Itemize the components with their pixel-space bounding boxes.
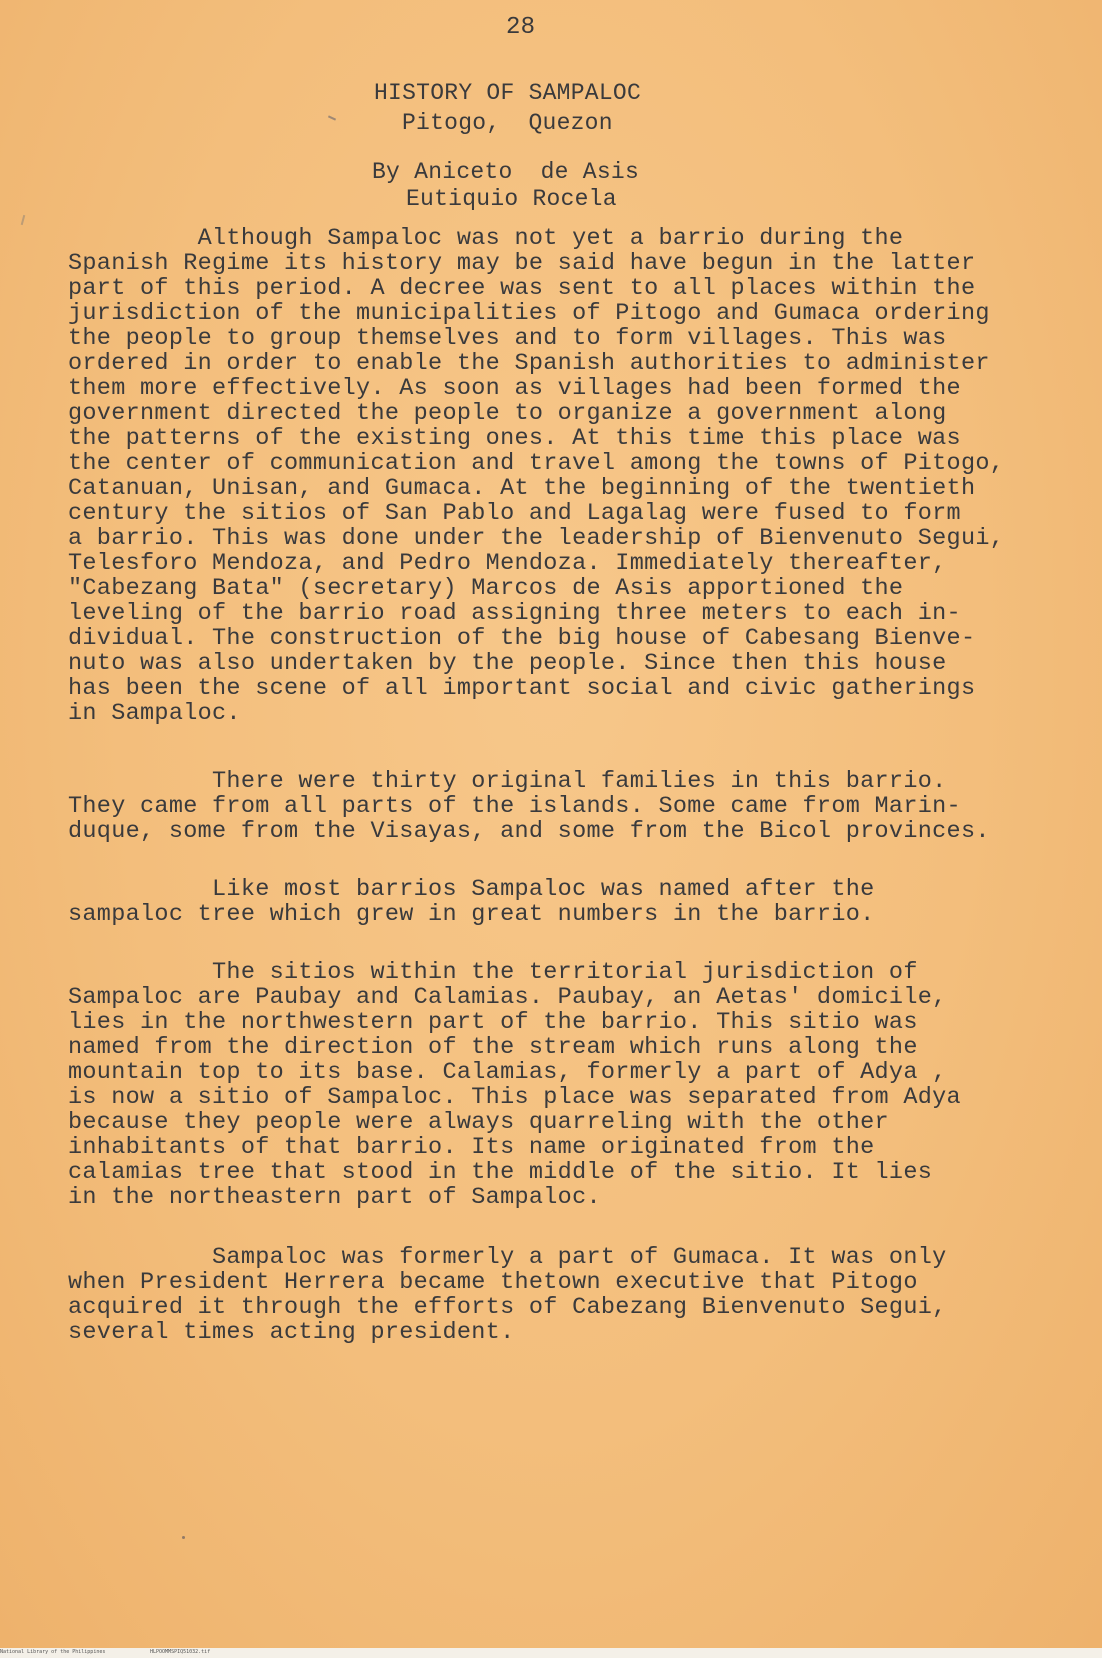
text-line: inhabitants of that barrio. Its name originated from the — [68, 1134, 875, 1161]
text-line: Like most barrios Sampaloc was named after the — [68, 876, 875, 903]
text-line: named from the direction of the stream which runs along the — [68, 1034, 918, 1061]
paragraph-origin — [68, 226, 1068, 726]
text-line: century the sitios of San Pablo and Lagalag were fused to form — [68, 500, 961, 527]
paper-blemish — [21, 215, 26, 225]
text-line: dividual. The construction of the big house of Cabesang Bienve- — [68, 625, 976, 652]
text-line: the people to group themselves and to form villages. This was — [68, 325, 947, 352]
text-line: in the northeastern part of Sampaloc. — [68, 1184, 601, 1211]
document-title: HISTORY OF SAMPALOC — [374, 80, 641, 106]
text-line: jurisdiction of the municipalities of Pitogo and Gumaca ordering — [68, 300, 990, 327]
text-line: several times acting president. — [68, 1319, 515, 1346]
text-line: Although Sampaloc was not yet a barrio during the — [68, 225, 904, 252]
text-line: There were thirty original families in this barrio. — [68, 768, 947, 795]
text-line: mountain top to its base. Calamias, formerly a part of Adya , — [68, 1059, 947, 1086]
text-line: the patterns of the existing ones. At this time this place was — [68, 425, 961, 452]
scan-footer-strip — [0, 1648, 1102, 1658]
text-line: a barrio. This was done under the leadership of Bienvenuto Segui, — [68, 525, 1005, 552]
page-number: 28 — [506, 14, 536, 41]
text-line: when President Herrera became thetown executive that Pitogo — [68, 1269, 918, 1296]
text-line: calamias tree that stood in the middle of the sitio. It lies — [68, 1159, 933, 1186]
author-line-2: Eutiquio Rocela — [406, 186, 617, 212]
text-line: Catanuan, Unisan, and Gumaca. At the beginning of the twentieth — [68, 475, 976, 502]
text-line: duque, some from the Visayas, and some from the Bicol provinces. — [68, 818, 990, 845]
footer-file-label: HLPOOMMSPIQ51032.tif — [150, 1649, 211, 1655]
text-line: sampaloc tree which grew in great numbers in the barrio. — [68, 901, 875, 928]
paragraph-sitios — [68, 960, 1068, 1210]
ink-dot — [182, 1536, 185, 1539]
text-line: the center of communication and travel among the towns of Pitogo, — [68, 450, 1005, 477]
text-line: because they people were always quarreling with the other — [68, 1109, 889, 1136]
footer-library-label: National Library of the Philippines — [0, 1649, 106, 1655]
text-line: Sampaloc was formerly a part of Gumaca. It was only — [68, 1244, 947, 1271]
paragraph-families — [68, 769, 1068, 844]
paragraph-name — [68, 877, 1068, 927]
text-line: has been the scene of all important social and civic gatherings — [68, 675, 976, 702]
text-line: them more effectively. As soon as villages had been formed the — [68, 375, 961, 402]
text-line: lies in the northwestern part of the barrio. This sitio was — [68, 1009, 918, 1036]
text-line: The sitios within the territorial jurisdiction of — [68, 959, 918, 986]
text-line: part of this period. A decree was sent to all places within the — [68, 275, 976, 302]
text-line: is now a sitio of Sampaloc. This place was separated from Adya — [68, 1084, 961, 1111]
text-line: They came from all parts of the islands. Some came from Marin- — [68, 793, 961, 820]
text-line: government directed the people to organize a government along — [68, 400, 947, 427]
author-line-1: By Aniceto de Asis — [372, 159, 639, 185]
text-line: Telesforo Mendoza, and Pedro Mendoza. Immediately thereafter, — [68, 550, 947, 577]
paragraph-acquisition — [68, 1245, 1068, 1345]
text-line: leveling of the barrio road assigning three meters to each in- — [68, 600, 961, 627]
text-line: acquired it through the efforts of Cabezang Bienvenuto Segui, — [68, 1294, 947, 1321]
text-line: nuto was also undertaken by the people. Since then this house — [68, 650, 947, 677]
text-line: Sampaloc are Paubay and Calamias. Paubay, an Aetas' domicile, — [68, 984, 947, 1011]
document-subtitle: Pitogo, Quezon — [402, 110, 613, 136]
text-line: "Cabezang Bata" (secretary) Marcos de Asis apportioned the — [68, 575, 904, 602]
text-line: in Sampaloc. — [68, 700, 241, 727]
text-line: ordered in order to enable the Spanish authorities to administer — [68, 350, 990, 377]
ink-mark — [328, 115, 336, 120]
text-line: Spanish Regime its history may be said have begun in the latter — [68, 250, 976, 277]
